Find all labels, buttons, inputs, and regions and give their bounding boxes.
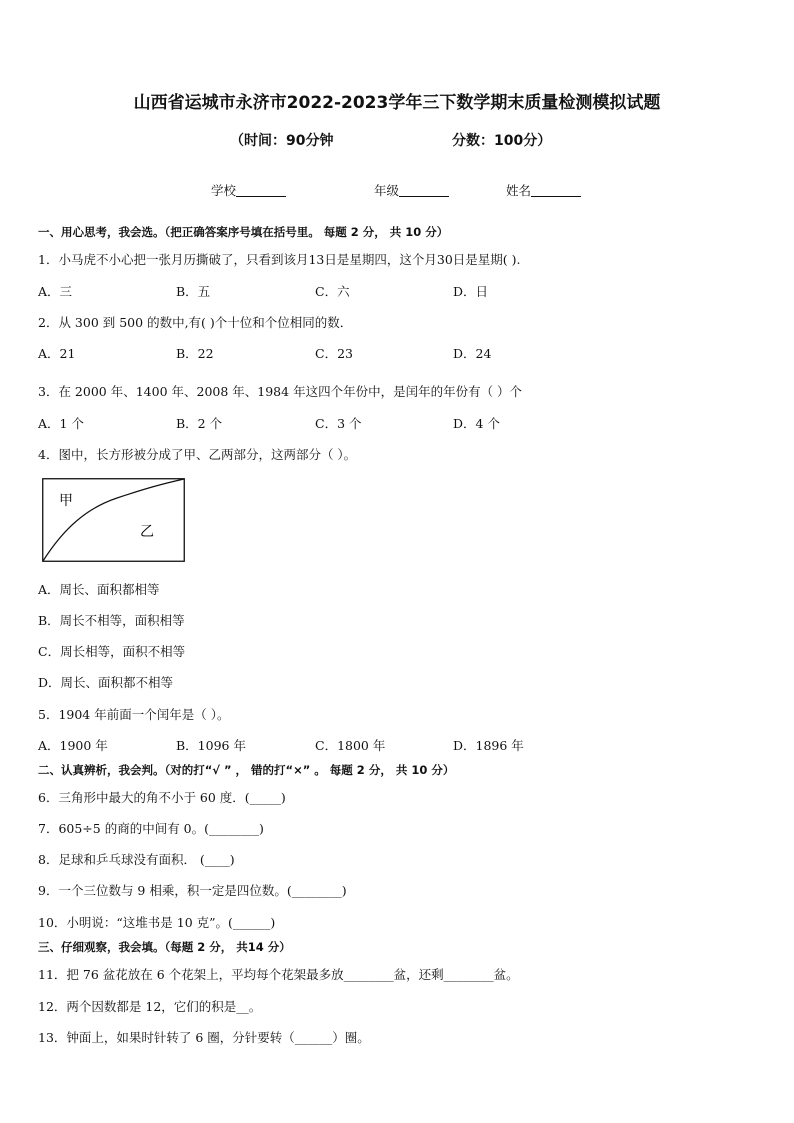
q5-option-b: B．1096 年 [176, 738, 246, 753]
name-field [506, 181, 581, 199]
section-3-heading: 三、仔细观察，我会填。（每题 2 分， 共14 分） [38, 940, 291, 954]
school-blank [236, 184, 286, 197]
section-1-heading: 一、用心思考，我会选。（把正确答案序号填在括号里。 每题 2 分， 共 10 分） [38, 225, 449, 239]
question-7: 7．605÷5 的商的中间有 0。(________) [38, 821, 264, 836]
q5-option-a: A．1900 年 [38, 738, 108, 753]
question-8: 8．足球和乒乓球没有面积． (____) [38, 852, 235, 867]
region-a-label: 甲 [59, 493, 73, 509]
grade-blank [399, 184, 449, 197]
name-label: 姓名 [506, 183, 532, 198]
question-4: 4．图中，长方形被分成了甲、乙两部分，这两部分（ ）。 [38, 447, 357, 462]
q5-option-d: D．1896 年 [453, 738, 524, 753]
question-1: 1．小马虎不小心把一张月历撕破了，只看到该月13日是星期四，这个月30日是星期( ). [38, 252, 521, 267]
q2-option-a: A．21 [38, 346, 76, 361]
q2-option-b: B．22 [176, 346, 214, 361]
rectangle-outline [43, 479, 185, 562]
q1-option-a: A．三 [38, 284, 73, 299]
question-9: 9．一个三位数与 9 相乘，积一定是四位数。(________) [38, 883, 347, 898]
q4-option-b: B．周长不相等，面积相等 [38, 613, 185, 628]
question-3: 3．在 2000 年、1400 年、2008 年、1984 年这四个年份中，是闰年的年份有（ ）个 [38, 384, 523, 399]
question-6: 6．三角形中最大的角不小于 60 度．(_____) [38, 790, 286, 805]
school-label: 学校 [211, 183, 237, 198]
q1-option-c: C．六 [315, 284, 350, 299]
question-11: 11．把 76 盆花放在 6 个花架上，平均每个花架最多放________盆，还剩________盆。 [38, 967, 519, 982]
rectangle-figure [42, 478, 185, 562]
exam-score: 分数：100分） [452, 133, 552, 149]
grade-label: 年级 [374, 183, 400, 198]
region-b-label: 乙 [140, 524, 154, 540]
q3-option-c: C．3 个 [315, 416, 362, 431]
q3-option-d: D．4 个 [453, 416, 500, 431]
q5-option-c: C．1800 年 [315, 738, 386, 753]
page-title: 山西省运城市永济市2022-2023学年三下数学期末质量检测模拟试题 [133, 93, 661, 113]
dividing-curve [43, 479, 184, 561]
q4-option-c: C．周长相等，面积不相等 [38, 644, 186, 659]
section-2-heading: 二、认真辨析，我会判。（对的打“√ ” ， 错的打“×” 。 每题 2 分， 共 10 分） [38, 763, 455, 777]
q2-option-d: D．24 [453, 346, 492, 361]
exam-time: （时间：90分钟 [230, 133, 334, 149]
question-10: 10．小明说：“这堆书是 10 克”。(______) [38, 915, 276, 930]
q4-option-d: D．周长、面积都不相等 [38, 675, 174, 690]
question-13: 13．钟面上，如果时针转了 6 圈，分针要转（______）圈。 [38, 1030, 370, 1045]
q4-option-a: A．周长、面积都相等 [38, 582, 160, 597]
q3-option-b: B．2 个 [176, 416, 223, 431]
q1-option-b: B．五 [176, 284, 211, 299]
q1-option-d: D．日 [453, 284, 489, 299]
q3-option-a: A．1 个 [38, 416, 84, 431]
question-5: 5．1904 年前面一个闰年是（ ）。 [38, 707, 230, 722]
school-field [211, 181, 286, 199]
q2-option-c: C．23 [315, 346, 353, 361]
name-blank [531, 184, 581, 197]
question-2: 2．从 300 到 500 的数中,有( )个十位和个位相同的数． [38, 315, 353, 330]
question-12: 12．两个因数都是 12，它们的积是__。 [38, 999, 262, 1014]
grade-field [374, 181, 449, 199]
